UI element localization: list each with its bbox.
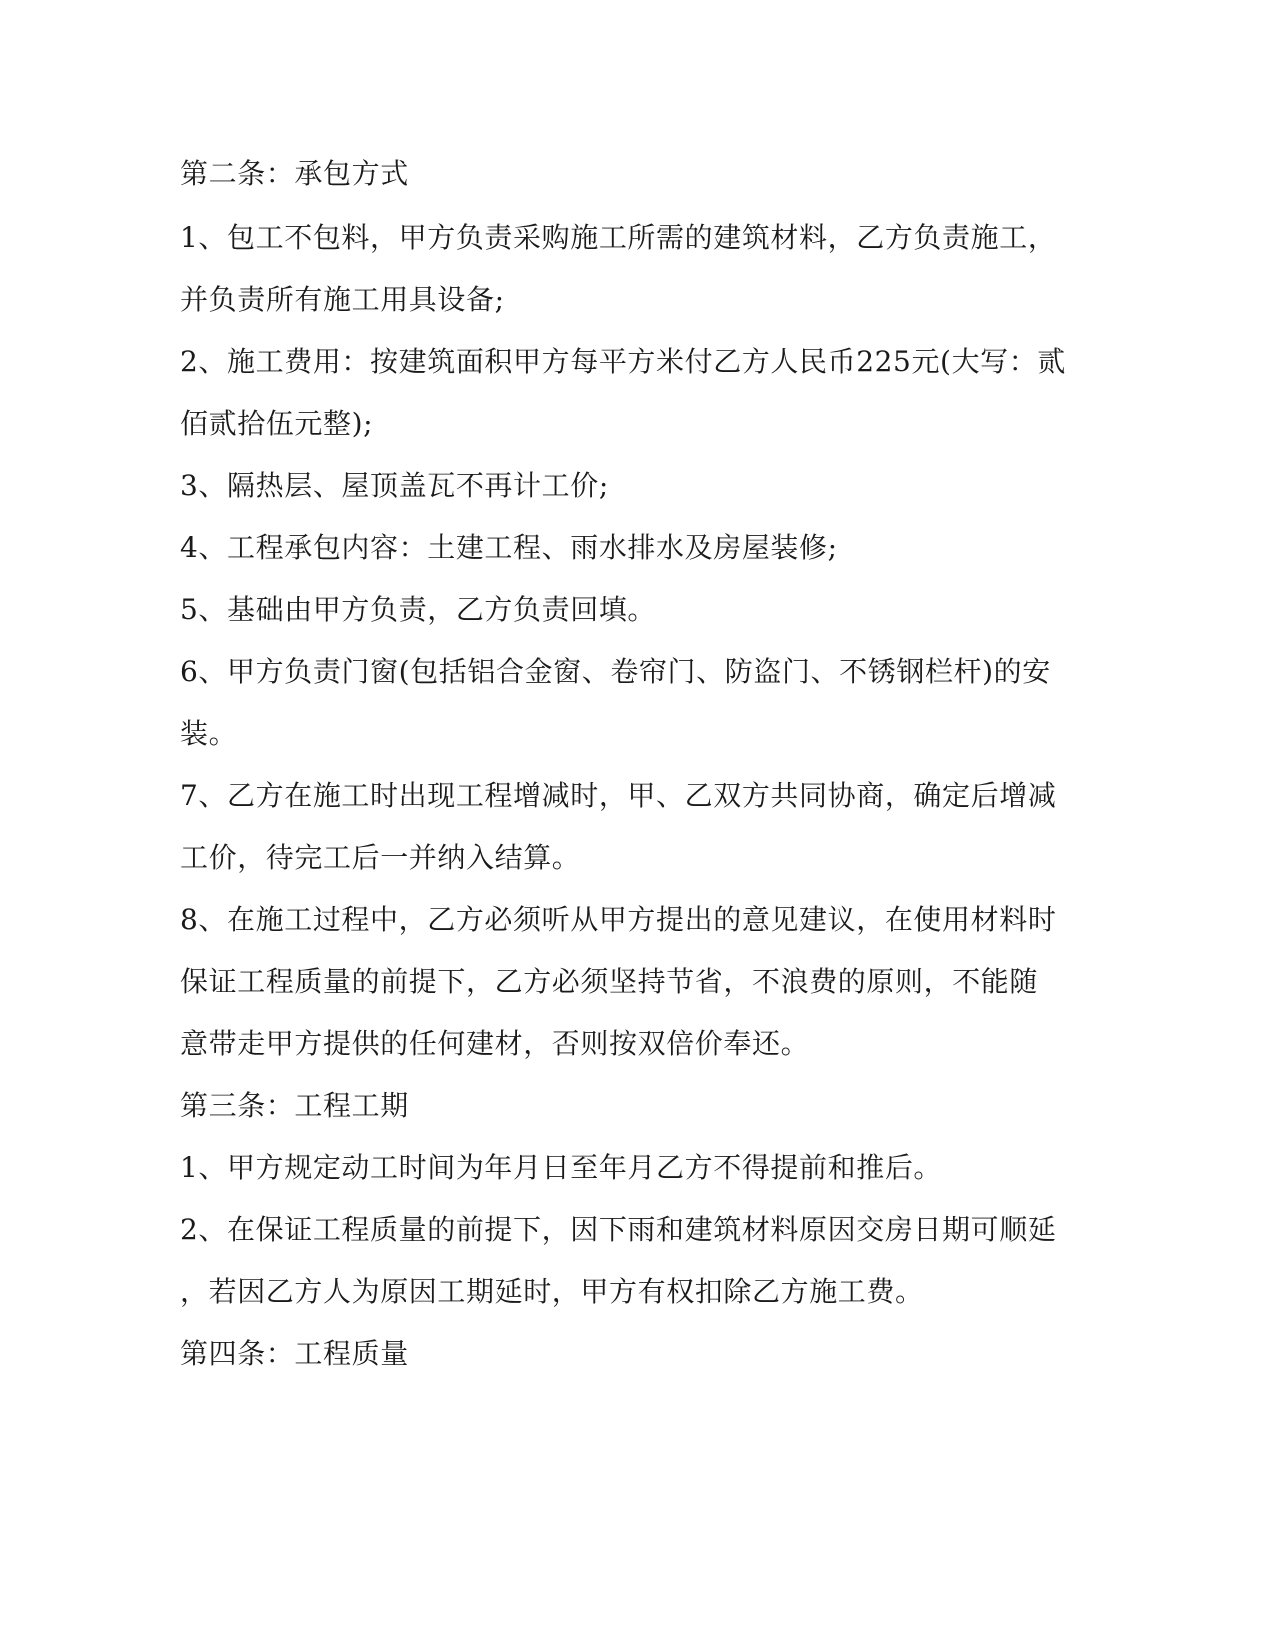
section-heading-quality: 第四条：工程质量: [180, 1337, 409, 1370]
clause-line: 佰贰拾伍元整);: [180, 407, 374, 440]
clause-line: 意带走甲方提供的任何建材，否则按双倍价奉还。: [180, 1027, 810, 1060]
clause-line: 并负责所有施工用具设备;: [180, 283, 505, 316]
clause-line: ，若因乙方人为原因工期延时，甲方有权扣除乙方施工费。: [180, 1275, 924, 1308]
section-heading-contract-method: 第二条：承包方式: [180, 157, 409, 190]
clause-line: 1、包工不包料，甲方负责采购施工所需的建筑材料，乙方负责施工，: [180, 221, 1057, 254]
clause-line: 工价，待完工后一并纳入结算。: [180, 841, 581, 874]
clause-line: 装。: [180, 717, 238, 750]
clause-line: 1、甲方规定动工时间为年月日至年月乙方不得提前和推后。: [180, 1151, 943, 1184]
clause-line: 2、施工费用：按建筑面积甲方每平方米付乙方人民币225元(大写：贰: [180, 345, 1066, 378]
section-heading-schedule: 第三条：工程工期: [180, 1089, 409, 1122]
clause-line: 7、乙方在施工时出现工程增减时，甲、乙双方共同协商，确定后增减: [180, 779, 1057, 812]
clause-line: 4、工程承包内容：土建工程、雨水排水及房屋装修;: [180, 531, 838, 564]
clause-line: 5、基础由甲方负责，乙方负责回填。: [180, 593, 657, 626]
clause-line: 2、在保证工程质量的前提下，因下雨和建筑材料原因交房日期可顺延: [180, 1213, 1057, 1246]
clause-line: 6、甲方负责门窗(包括铝合金窗、卷帘门、防盗门、不锈钢栏杆)的安: [180, 655, 1051, 688]
clause-line: 8、在施工过程中，乙方必须听从甲方提出的意见建议，在使用材料时: [180, 903, 1057, 936]
clause-line: 3、隔热层、屋顶盖瓦不再计工价;: [180, 469, 609, 502]
clause-line: 保证工程质量的前提下，乙方必须坚持节省，不浪费的原则，不能随: [180, 965, 1039, 998]
